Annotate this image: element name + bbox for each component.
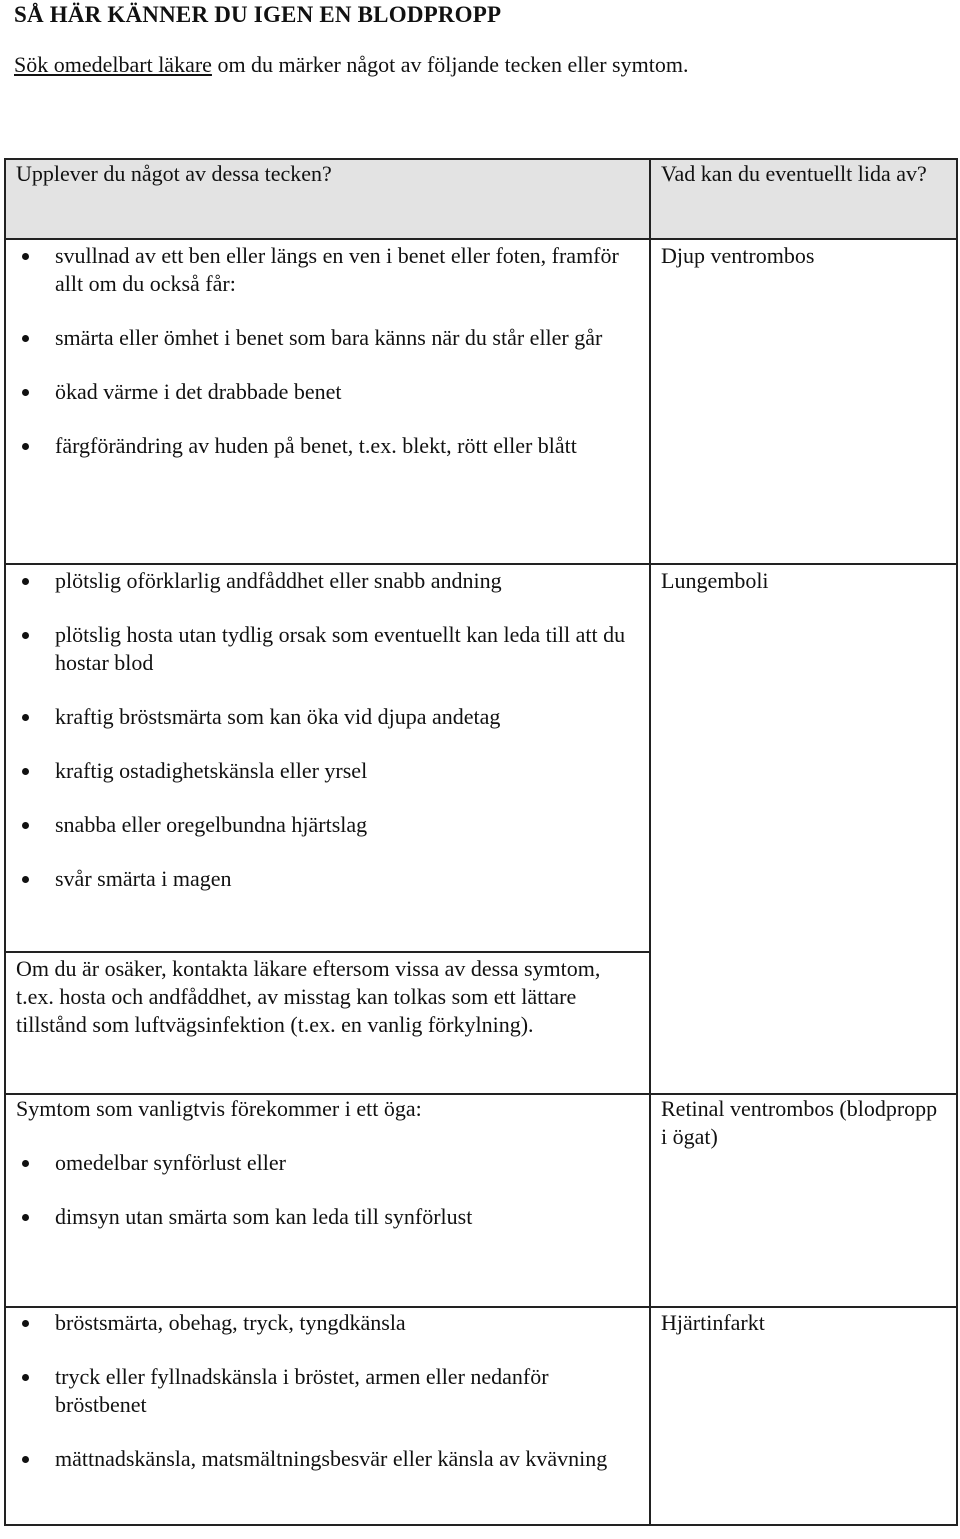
- subtitle-text: om du märker något av följande tecken eller symtom.: [211, 52, 689, 77]
- symptoms-cell-eye: [5, 1094, 650, 1307]
- condition-cell-mi: [650, 1307, 957, 1525]
- table-row-eye: [5, 1094, 957, 1307]
- header-signs-text: Upplever du något av dessa tecken?: [16, 161, 332, 186]
- eye-intro: Symtom som vanligtvis förekommer i ett öga:: [16, 1096, 422, 1121]
- condition-mi: Hjärtinfarkt: [661, 1310, 765, 1335]
- condition-cell-pe: [650, 564, 957, 1094]
- symptom-item: svullnad av ett ben eller längs en ven i benet eller foten, framför allt om du också får:: [6, 242, 649, 298]
- symptom-item: svår smärta i magen: [6, 865, 649, 893]
- symptom-list-mi: [6, 1309, 649, 1473]
- condition-eye: Retinal ventrombos (blodpropp i ögat): [661, 1096, 938, 1149]
- condition-cell-dvt: [650, 239, 957, 564]
- symptoms-cell-mi: [5, 1307, 650, 1525]
- symptom-item: mättnadskänsla, matsmältningsbesvär eller känsla av kvävning: [6, 1445, 649, 1473]
- symptom-item: plötslig oförklarlig andfåddhet eller snabb andning: [6, 567, 649, 595]
- symptom-item: snabba eller oregelbundna hjärtslag: [6, 811, 649, 839]
- symptom-item: kraftig ostadighetskänsla eller yrsel: [6, 757, 649, 785]
- symptom-item: dimsyn utan smärta som kan leda till synförlust: [6, 1203, 649, 1231]
- symptoms-cell-dvt: [5, 239, 650, 564]
- symptom-item: plötslig hosta utan tydlig orsak som eventuellt kan leda till att du hostar blod: [6, 621, 649, 677]
- uncertainty-note: Om du är osäker, kontakta läkare eftersom vissa av dessa symtom, t.ex. hosta och andfåddhet, av misstag kan tolkas som ett lättare tillstånd som luftvägsinfektion (t.ex. en vanlig förkylning).: [16, 956, 601, 1037]
- header-cell-signs: [5, 159, 650, 239]
- symptom-list-dvt: [6, 242, 649, 460]
- condition-pe: Lungemboli: [661, 568, 769, 593]
- header-cell-condition: [650, 159, 957, 239]
- table-row-pe: [5, 564, 957, 952]
- symptom-item: tryck eller fyllnadskänsla i bröstet, armen eller nedanför bröstbenet: [6, 1363, 649, 1419]
- symptom-item: omedelbar synförlust eller: [6, 1149, 649, 1177]
- symptom-table: [4, 158, 958, 1526]
- header-condition-text: Vad kan du eventuellt lida av?: [661, 161, 927, 186]
- seek-doctor-link[interactable]: Sök omedelbart läkare: [14, 52, 212, 77]
- page-title: SÅ HÄR KÄNNER DU IGEN EN BLODPROPP: [14, 2, 502, 27]
- table-row-mi: [5, 1307, 957, 1525]
- table-row-dvt: [5, 239, 957, 564]
- symptom-list-eye: [6, 1149, 649, 1231]
- symptoms-cell-pe: [5, 564, 650, 952]
- note-cell: [5, 952, 650, 1094]
- symptom-list-pe: [6, 567, 649, 893]
- table-header-row: [5, 159, 957, 239]
- condition-dvt: Djup ventrombos: [661, 243, 815, 268]
- symptom-item: ökad värme i det drabbade benet: [6, 378, 649, 406]
- symptom-item: smärta eller ömhet i benet som bara känns när du står eller går: [6, 324, 649, 352]
- condition-cell-eye: [650, 1094, 957, 1307]
- symptom-item: kraftig bröstsmärta som kan öka vid djupa andetag: [6, 703, 649, 731]
- symptom-item: färgförändring av huden på benet, t.ex. blekt, rött eller blått: [6, 432, 649, 460]
- symptom-item: bröstsmärta, obehag, tryck, tyngdkänsla: [6, 1309, 649, 1337]
- page-subtitle: [14, 52, 688, 78]
